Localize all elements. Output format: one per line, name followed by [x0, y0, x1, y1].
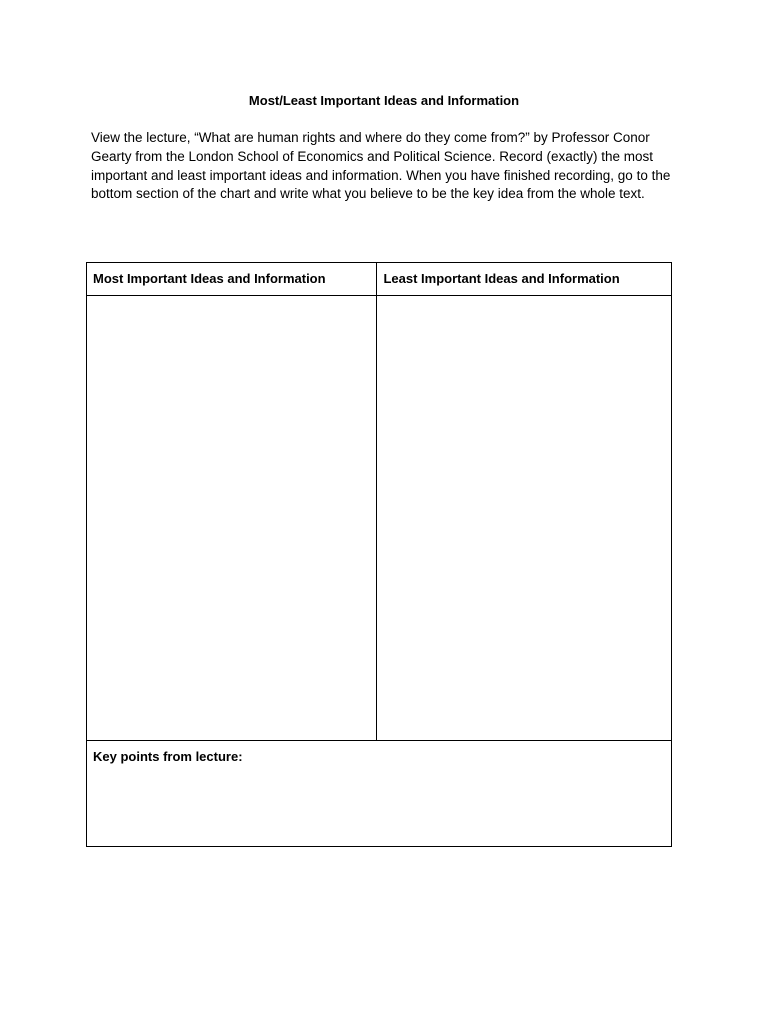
key-points-cell [87, 741, 672, 847]
key-points-row [87, 741, 672, 847]
table-header-row [87, 263, 672, 296]
most-important-header-label: Most Important Ideas and Information [93, 271, 326, 286]
ideas-chart-table [86, 262, 672, 847]
instructions-paragraph: View the lecture, “What are human rights and where do they come from?” by Professor Conor Gearty from the London School of Economics and Political Science. Record (exactly) the most important and least important ideas and information. When you have finished recording, go to the bottom section of the chart and write what you believe to be the key idea from the whole text. [91, 130, 671, 202]
most-important-header [87, 263, 377, 296]
least-important-header [377, 263, 672, 296]
table-body-row [87, 296, 672, 741]
key-points-label: Key points from lecture: [93, 749, 243, 764]
most-important-cell [87, 296, 377, 741]
least-important-header-label: Least Important Ideas and Information [383, 271, 620, 286]
page-title: Most/Least Important Ideas and Information [248, 93, 520, 108]
least-important-cell [377, 296, 672, 741]
